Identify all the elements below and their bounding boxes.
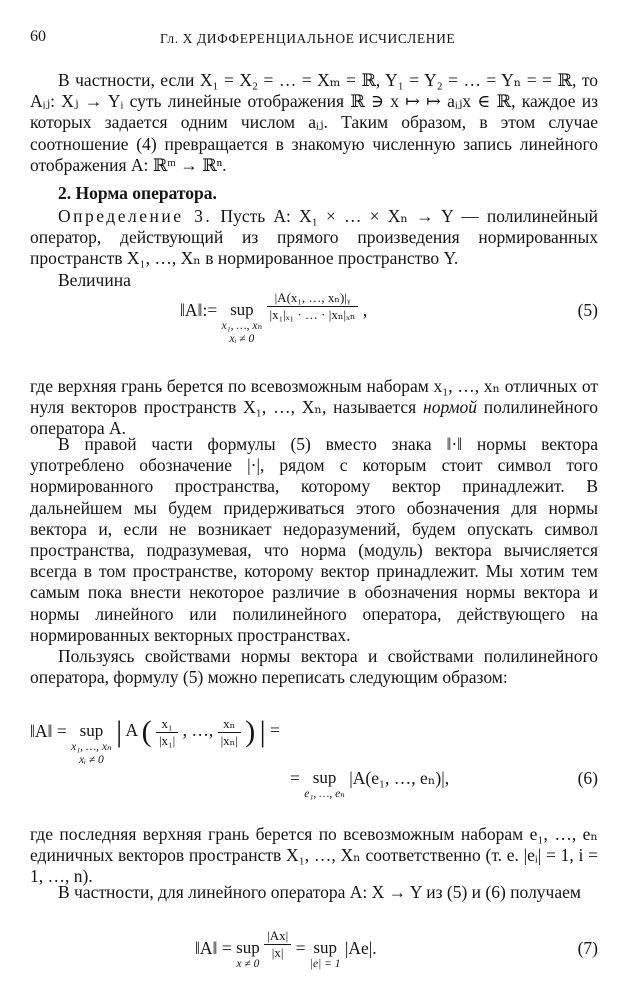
section-title: 2. Норма оператора. [58, 183, 217, 203]
formula-7-body: |Ae|. [344, 938, 377, 958]
page-number: 60 [30, 28, 46, 45]
operator-symbol: A [125, 720, 138, 741]
magnitude-label: Величина [58, 270, 131, 290]
equals-sign: = [270, 720, 280, 741]
fraction-numerator: xₙ [218, 716, 241, 733]
definition-text: Пусть A: X₁ × … × Xₙ → Y — полилинейный оператор, действующий из прямого произведения нормированных пространств X₁, …, Xₙ в нормированное пространство Y. [30, 206, 598, 269]
formula-6-line1 [30, 715, 280, 767]
formula-7 [195, 928, 377, 971]
paragraph-norm-definition [30, 376, 598, 440]
formula-7-sup2 [310, 938, 341, 971]
formula-5-lhs: ‖A‖:= [180, 300, 218, 320]
ellipsis: , …, [182, 720, 214, 741]
sup-subscript: x₁, …, xₙ [221, 320, 263, 332]
formula-5-sup [222, 300, 263, 346]
formula-7-sup1 [236, 938, 260, 971]
norm-emphasis: нормой [423, 397, 477, 418]
formula-6-body [116, 715, 280, 748]
sup-subscript: xᵢ ≠ 0 [229, 333, 255, 345]
sup-operator: sup [79, 721, 104, 740]
sup-operator: sup [230, 300, 254, 319]
formula-7-lhs: ‖A‖ = [195, 938, 232, 958]
equation-number-7: (7) [577, 938, 598, 958]
sup-operator: sup [313, 938, 337, 957]
paragraph-particular-case: В частности, если X₁ = X₂ = … = Xₘ = ℝ, Y₁ = Y₂ = … = Yₙ = = ℝ, то Aᵢⱼ: Xⱼ → Yᵢ суть линейные отображения ℝ ∋ x ↦ ↦ aᵢⱼx ∈ ℝ, каждое из которых задается одним числом aᵢⱼ. Таким образом, в этом случае соотношение (4) превращается в знакомую численную запись линейного отображения A: ℝᵐ → ℝⁿ. [30, 70, 598, 175]
formula-6b-sup [304, 768, 345, 801]
sup-subscript: x ≠ 0 [236, 958, 260, 970]
formula-5-comma: , [362, 300, 368, 320]
running-title: Гл. X ДИФФЕРЕНЦИАЛЬНОЕ ИСЧИСЛЕНИЕ [160, 31, 456, 46]
definition-heading: Определение 3. [58, 206, 213, 226]
paragraph-linear-case: В частности, для линейного оператора A: X → Y из (5) и (6) получаем [58, 882, 581, 902]
right-paren: ) [245, 715, 256, 748]
sup-operator: sup [236, 938, 260, 957]
formula-5-fraction [267, 290, 359, 323]
fraction-numerator: |Ax| [264, 928, 291, 945]
paragraph-last-sup: где последняя верхняя грань берется по всевозможным наборам e₁, …, eₙ единичных векторов пространств X₁, …, Xₙ соответственно (т. е. |eᵢ| = 1, i = 1, …, n). [30, 824, 598, 887]
equals-sign: = [295, 938, 306, 958]
fraction-x1 [156, 716, 178, 749]
equals-sign: = [290, 768, 300, 788]
formula-5 [180, 288, 367, 346]
formula-7-fraction [264, 928, 291, 961]
fraction-numerator: |A(x₁, …, xₙ)|ᵧ [267, 290, 359, 307]
equation-number-6: (6) [577, 768, 598, 788]
paragraph-notation: В правой части формулы (5) вместо знака ‖·‖ нормы вектора употреблено обозначение |·|, рядом с которым стоит символ того нормированного пространства, которому вектор принадлежит. В дальнейшем мы будем придерживаться этого обозначения для нормы вектора и, если не возникает недоразумений, будем опускать символ пространства, подразумевая, что норма (модуль) вектора вычисляется всегда в том пространстве, которому вектор принадлежит. Мы хотим тем самым пока внести некоторое различие в обозначения нормы вектора и нормы линейного или полилинейного оператора, действующего на нормированных векторных пространствах. [30, 434, 598, 645]
sup-operator: sup [312, 768, 337, 787]
formula-6-lhs: ‖A‖ = [30, 721, 67, 741]
fraction-denominator: |x| [271, 945, 284, 960]
fraction-denominator: |xₙ| [220, 732, 238, 748]
formula-6-sup [71, 721, 112, 767]
definition-paragraph [30, 206, 598, 270]
fraction-numerator: x₁ [156, 716, 178, 733]
left-bar: | [116, 715, 123, 748]
formula-6b-body: |A(e₁, …, eₙ)|, [349, 768, 450, 788]
sup-subscript: e₁, …, eₙ [304, 788, 345, 800]
norm-text-b: полилинейного оператора A. [30, 397, 598, 439]
fraction-denominator: |x₁|ₓ₁ · … · |xₙ|ₓₙ [269, 307, 356, 322]
sup-subscript: xᵢ ≠ 0 [79, 754, 104, 766]
equation-number-5: (5) [577, 300, 598, 320]
sup-subscript: x₁, …, xₙ [71, 741, 112, 753]
sup-subscript: |e| = 1 [309, 958, 341, 970]
paragraph-using-properties: Пользуясь свойствами нормы вектора и свойствами полилинейного оператора, формулу (5) можно переписать следующим образом: [30, 646, 598, 688]
fraction-denominator: |x₁| [158, 732, 176, 748]
formula-6-line2 [290, 768, 449, 801]
norm-text-a: где верхняя грань берется по всевозможным наборам x₁, …, xₙ отличных от нуля векторов пространств X₁, …, Xₙ, называется [30, 376, 598, 418]
fraction-xn [218, 716, 241, 749]
left-paren: ( [141, 715, 152, 748]
right-bar: | [259, 715, 266, 748]
